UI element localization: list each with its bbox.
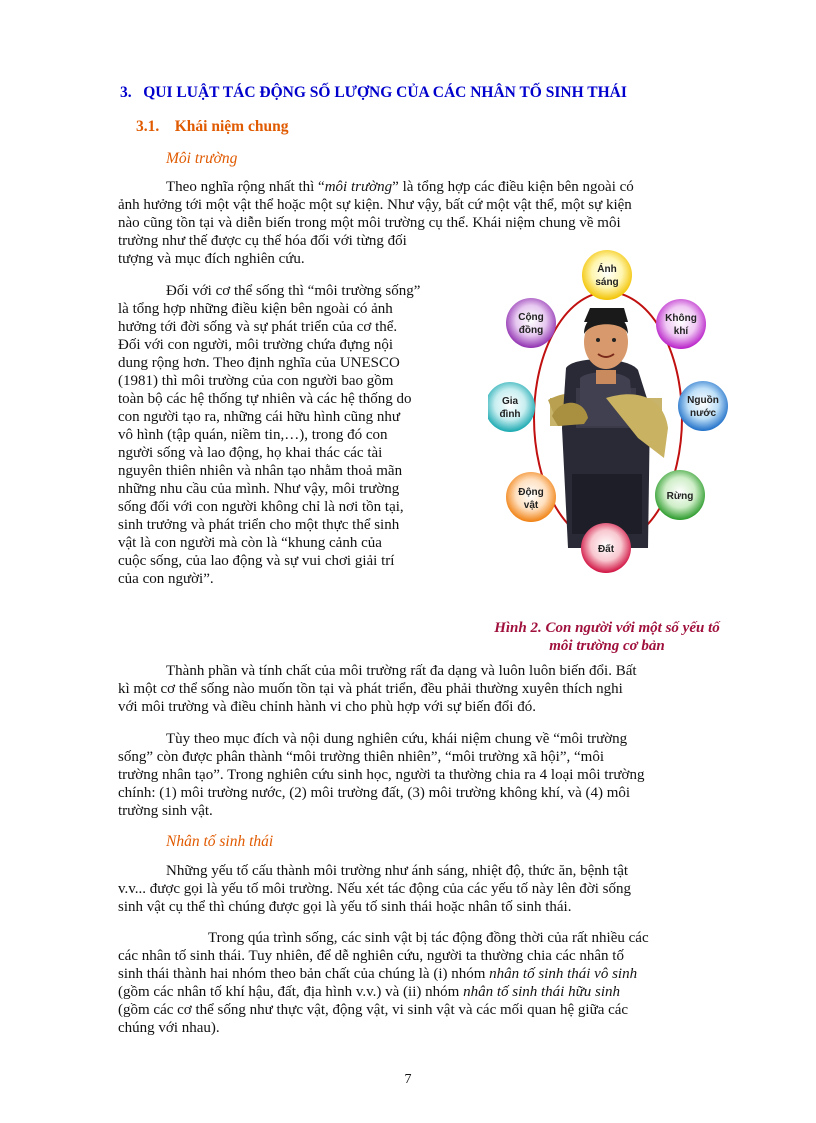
para-line: (gồm các cơ thể sống như thực vật, động vật, vi sinh vật và các mối quan hệ giữa các	[118, 1002, 629, 1018]
para-line: Đối với cơ thể sống thì “môi trường sống”	[166, 283, 421, 299]
subsection-heading	[136, 118, 288, 136]
para-line: cuộc sống, của lao động và sự vui chơi giải trí	[118, 553, 395, 569]
para-line: nào cũng tồn tại và diễn biến trong một môi trường cụ thể. Khái niệm chung về môi	[118, 215, 621, 231]
para-line: sinh trưởng và phát triển cho một thực thể sinh	[118, 517, 400, 533]
para-line: những nhu cầu của mình. Như vậy, môi trường	[118, 481, 400, 497]
para-line: v.v... được gọi là yếu tố môi trường. Nếu xét tác động của các yếu tố này lên đời sống	[118, 881, 631, 897]
caption-line: Hình 2. Con người với một số yếu tố	[494, 620, 720, 636]
factor-label: Ánh	[597, 264, 617, 275]
para-line: trường như thế được cụ thể hóa đối với từng đối	[118, 233, 407, 249]
page-number: 7	[404, 1072, 412, 1087]
para-line: là tổng hợp những điều kiện bên ngoài có ảnh	[118, 301, 393, 317]
factor-khong-khi	[656, 299, 706, 349]
para-line: chúng với nhau).	[118, 1020, 220, 1036]
factor-cong-dong	[506, 298, 556, 348]
para-line: Thành phần và tính chất của môi trường rất đa dạng và luôn luôn biến đổi. Bất	[166, 663, 637, 679]
para-line: sinh thái thành hai nhóm theo bản chất của chúng là (i) nhóm nhân tố sinh thái vô sinh	[118, 966, 638, 982]
caption-line: môi trường cơ bản	[549, 638, 665, 654]
para-line: tượng và mục đích nghiên cứu.	[118, 251, 305, 267]
para-line: vật là con người mà còn là “khung cảnh của	[118, 535, 382, 551]
subsection-title: Khái niệm chung	[174, 118, 289, 135]
para-line: Theo nghĩa rộng nhất thì “môi trường” là tổng hợp các điều kiện bên ngoài có	[166, 179, 634, 195]
factor-dat	[581, 523, 631, 573]
para-line: trường sinh vật.	[118, 803, 213, 819]
para-line: kì một cơ thể sống nào muốn tồn tại và phát triển, đều phải thường xuyên thích nghi	[118, 681, 623, 697]
para-line: người sống và lao động, họ khai thác các tài	[118, 445, 383, 461]
para-line: dung rộng hơn. Theo định nghĩa của UNESCO	[118, 355, 400, 371]
paragraph-thanh-phan	[118, 662, 740, 716]
factor-label: Cộng	[518, 312, 544, 323]
nhan-to-heading: Nhân tố sinh thái	[166, 833, 274, 850]
para-line: Những yếu tố cấu thành môi trường như ánh sáng, nhiệt độ, thức ăn, bệnh tật	[166, 863, 629, 879]
para-line: ảnh hưởng tới một vật thể hoặc một sự kiện. Như vậy, bất cứ một vật thể, một sự kiện	[118, 197, 632, 213]
para-line: nguyên thiên nhiên và nhân tạo nhằm thoả mãn	[118, 463, 403, 479]
factor-label: Động	[518, 487, 544, 498]
para-line: Tùy theo mục đích và nội dung nghiên cứu, khái niệm chung về “môi trường	[166, 731, 628, 747]
figure-environment-factors	[488, 248, 738, 584]
para-line: (gồm các nhân tố khí hậu, đất, địa hình v.v.) và (ii) nhóm nhân tố sinh thái hữu sinh	[118, 984, 621, 1000]
factor-label: Rừng	[666, 491, 694, 502]
para-line: trường nhân tạo”. Trong nghiên cứu sinh học, người ta thường chia ra 4 loại môi trường	[118, 767, 645, 783]
para-line: hưởng tới đời sống và sự phát triển của cơ thể.	[118, 319, 398, 335]
para-line: Đối với con người, môi trường chứa đựng nội	[118, 337, 394, 353]
para-line: các nhân tố sinh thái. Tuy nhiên, để dễ nghiên cứu, người ta thường chia các nhân tố	[118, 948, 624, 964]
factor-label: đình	[499, 409, 521, 420]
factor-anh-sang	[582, 250, 632, 300]
factor-gia-dinh	[488, 382, 535, 432]
para-line: (1981) thì môi trường của con người bao gồm	[118, 373, 394, 389]
factor-label: nước	[689, 408, 717, 419]
para-line: sống” còn được phân thành “môi trường thiên nhiên”, “môi trường xã hội”, “môi	[118, 749, 604, 765]
moi-truong-heading: Môi trường	[166, 150, 238, 167]
factor-rung	[655, 470, 705, 520]
section-title: QUI LUẬT TÁC ĐỘNG SỐ LƯỢNG CỦA CÁC NHÂN TỐ SINH THÁI	[143, 84, 627, 101]
para-line: con người tạo ra, những cái hữu hình cũng như	[118, 409, 401, 425]
figure-caption	[462, 619, 752, 655]
factor-label: Gia	[501, 396, 519, 407]
factor-label: khí	[673, 326, 689, 337]
paragraph-moi-truong-song	[118, 282, 468, 588]
factor-dong-vat	[506, 472, 556, 522]
factor-label: vật	[523, 500, 539, 511]
section-number: 3.	[120, 84, 132, 101]
para-line: của con người”.	[118, 571, 214, 587]
paragraph-nhom-nhan-to	[118, 929, 740, 1037]
subsection-number: 3.1.	[136, 118, 160, 135]
para-line: với môi trường và điều chỉnh hành vi cho phù hợp với sự biến đổi đó.	[118, 699, 536, 715]
factor-label: Đất	[597, 544, 615, 555]
para-line: toàn bộ các hệ thống tự nhiên và các hệ thống do	[118, 391, 412, 407]
factor-label: Không	[665, 313, 697, 324]
para-line: Trong qúa trình sống, các sinh vật bị tác động đồng thời của rất nhiều các	[208, 930, 649, 946]
paragraph-yeu-to	[118, 862, 740, 916]
factor-label: Nguồn	[687, 395, 719, 406]
para-line: sinh vật cụ thể thì chúng được gọi là yếu tố sinh thái hoặc nhân tố sinh thái.	[118, 899, 572, 915]
para-line: chính: (1) môi trường nước, (2) môi trường đất, (3) môi trường không khí, và (4) môi	[118, 785, 631, 801]
factor-label: sáng	[595, 277, 619, 288]
paragraph-phan-loai	[118, 730, 740, 820]
para-line: vô hình (tập quán, niềm tin,…), trong đó con	[118, 427, 388, 443]
factor-label: đồng	[518, 325, 544, 336]
para-line: sống đối với con người không chỉ là nơi tồn tại,	[118, 499, 404, 515]
factor-nguon-nuoc	[678, 381, 728, 431]
section-heading	[120, 84, 627, 102]
